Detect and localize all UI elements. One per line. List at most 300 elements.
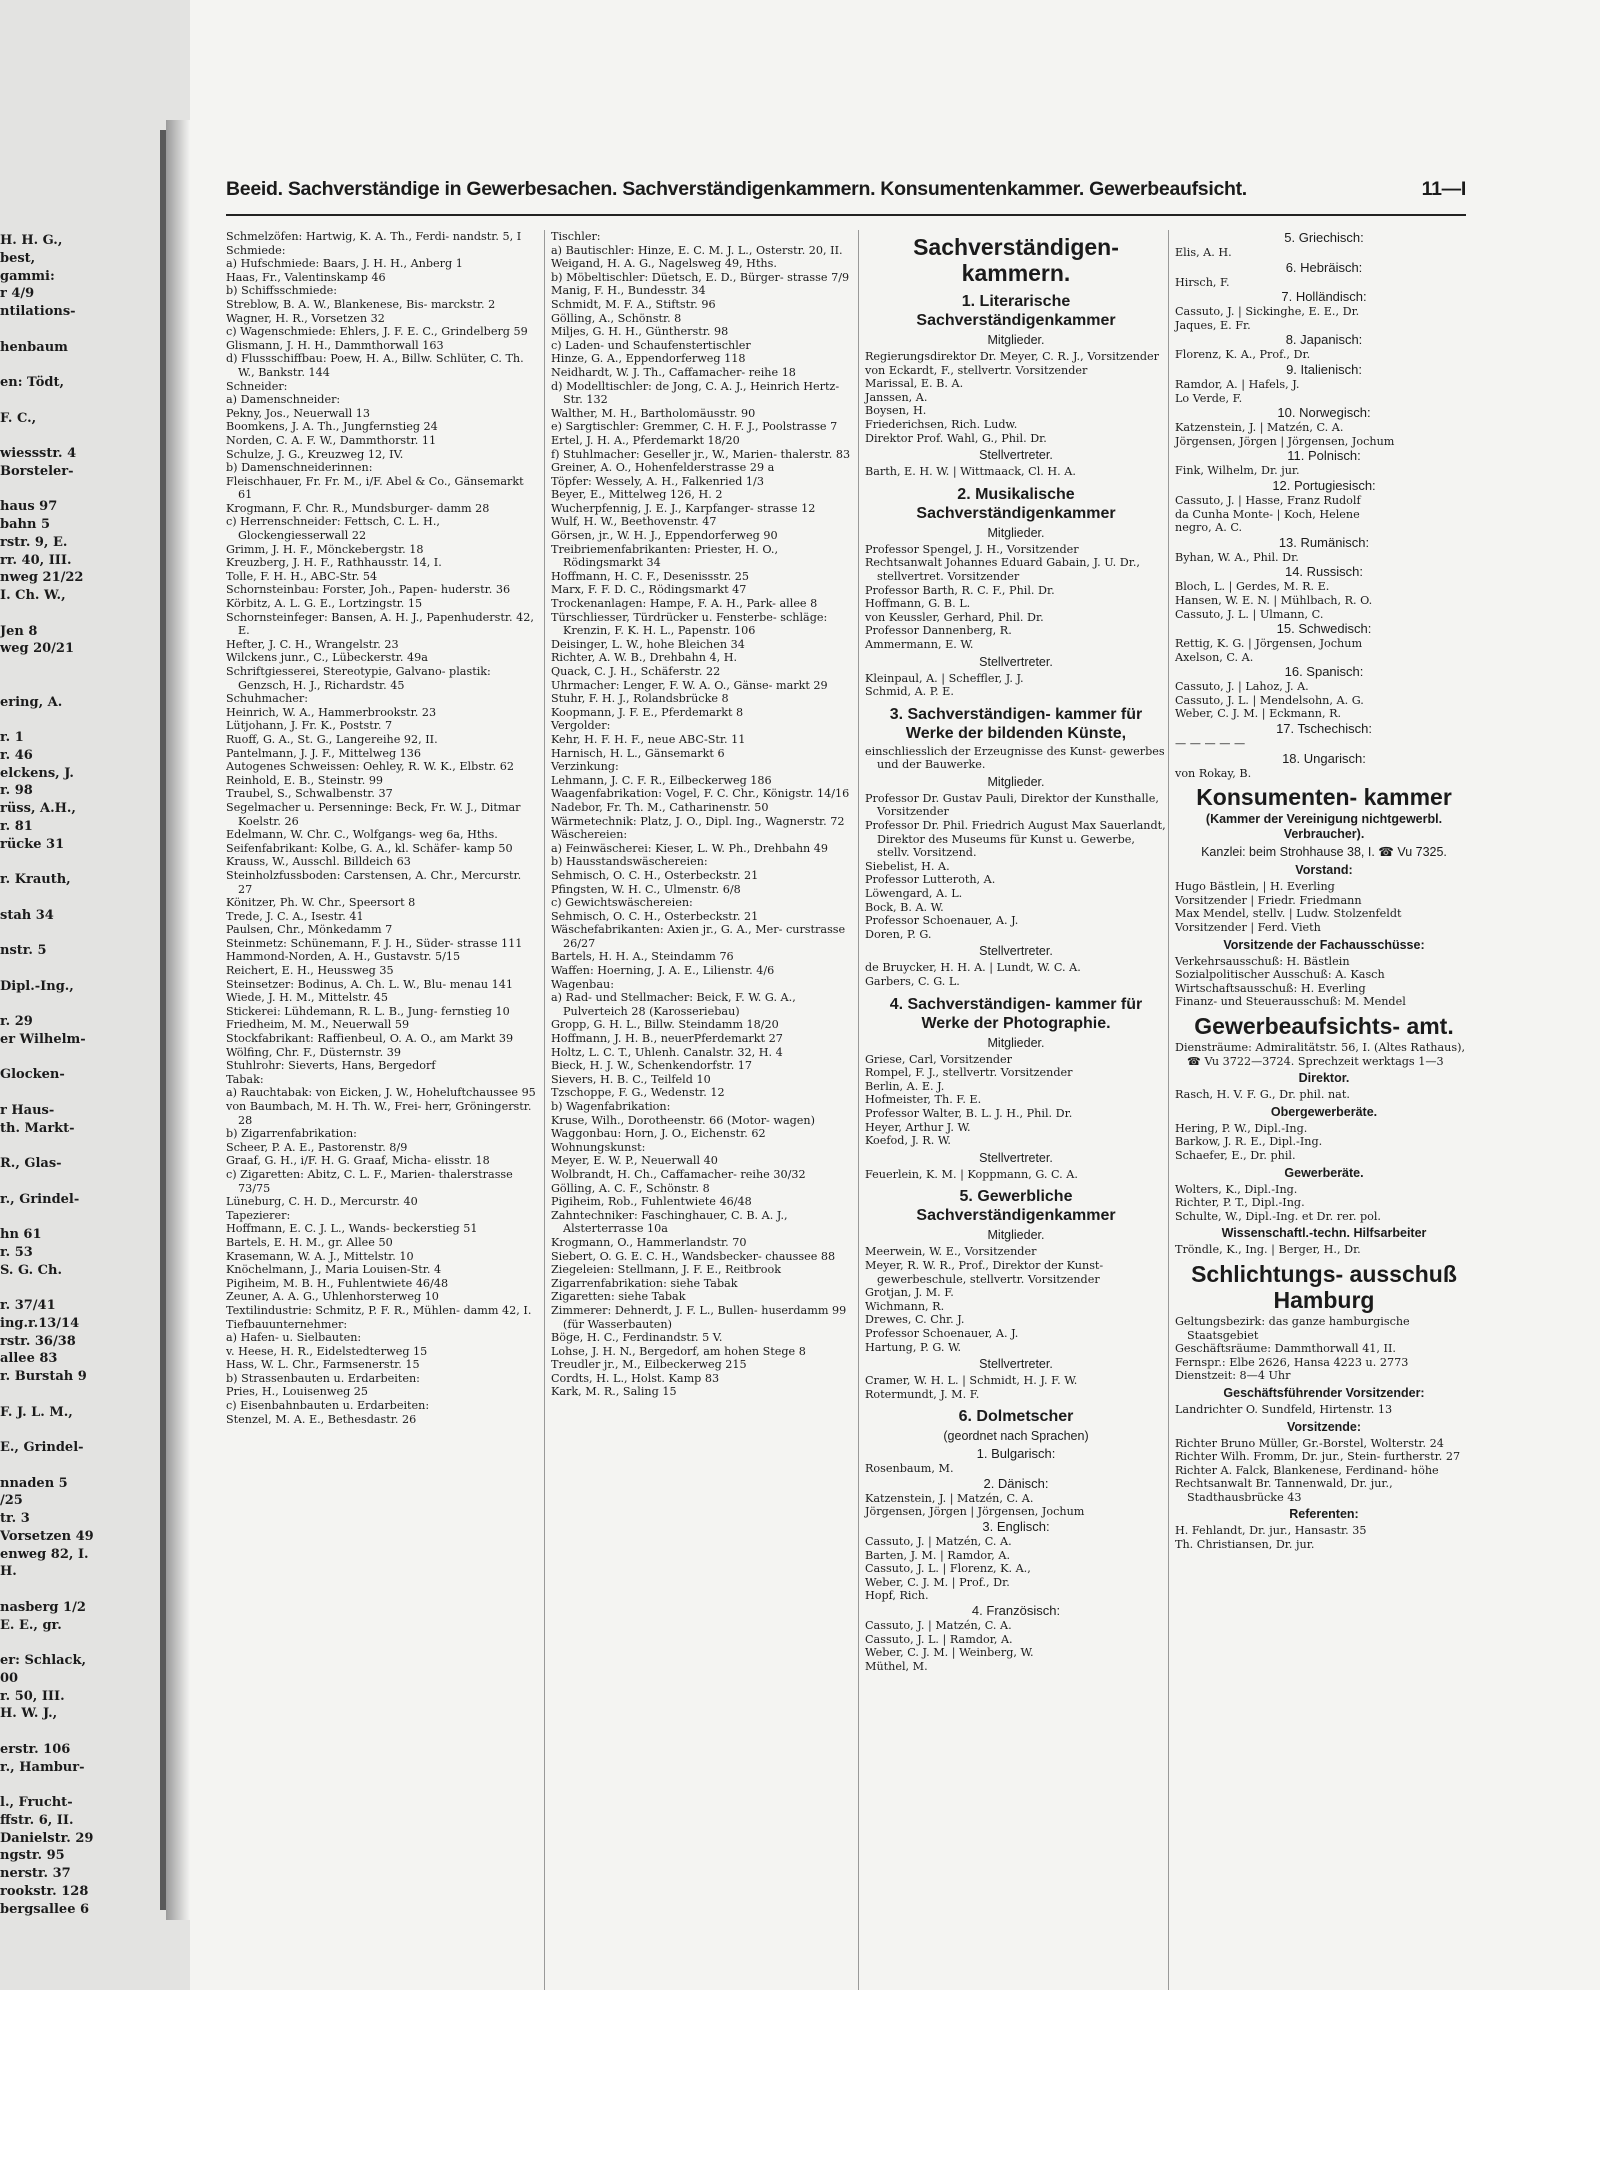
facing-page-fragment: r 4/9 [0, 286, 35, 302]
directory-entry: a) Hufschmiede: Baars, J. H. H., Anberg 1 [226, 257, 463, 271]
directory-entry: Byhan, W. A., Phil. Dr. [1175, 550, 1299, 564]
language-heading: 11. Polnisch: [1287, 448, 1361, 464]
facing-page-fragment [0, 1634, 158, 1652]
directory-entry: Finanz- und Steuerausschuß: M. Mendel [1175, 995, 1406, 1009]
language-heading: 13. Rumänisch: [1278, 534, 1370, 550]
directory-entry: Pantelmann, J. J. F., Mittelweg 136 [226, 746, 422, 760]
directory-entry: Glismann, J. H. H., Dammthorwall 163 [226, 338, 444, 352]
page-number: 11—I [1421, 178, 1466, 200]
directory-entry: Krogmann, O., Hammerlandstr. 70 [551, 1235, 747, 1249]
directory-entry: Ruoff, G. A., St. G., Langereihe 92, II. [226, 732, 438, 746]
subheading: Wissenschaftl.-techn. Hilfsarbeiter [1221, 1226, 1427, 1241]
directory-entry: Trede, J. C. A., Isestr. 41 [226, 909, 364, 923]
subheading: Mitglieder. [987, 1228, 1045, 1243]
entry-list [1175, 1183, 1473, 1224]
directory-entry: Graaf, G. H., i/F. H. G. Graaf, Micha- elisstr. 18 [226, 1154, 490, 1168]
directory-entry: Cassuto, J. | Matzén, C. A. [865, 1535, 1012, 1549]
directory-entry: Schornsteinbau: Forster, Joh., Papen- huderstr. 36 [226, 583, 511, 597]
directory-entry: Professor Dannenberg, R. [865, 624, 1012, 638]
directory-entry: Traubel, S., Schwalbenstr. 37 [226, 787, 393, 801]
directory-entry: Beyer, E., Mittelweg 126, H. 2 [551, 488, 723, 502]
directory-entry: Schulze, J. G., Kreuzweg 12, IV. [226, 447, 404, 461]
directory-entry: Zigaretten: siehe Tabak [551, 1290, 686, 1304]
facing-page-fragment [0, 1421, 158, 1439]
directory-entry: Richter Bruno Müller, Gr.-Borstel, Wolterstr. 24 [1175, 1436, 1444, 1450]
directory-entry: Boysen, H. [865, 404, 927, 418]
directory-entry: Professor Lutteroth, A. [865, 873, 996, 887]
directory-entry: Diensträume: Admiralitätstr. 56, I. (Altes Rathaus), ☎ Vu 3722—3724. Sprechzeit werktags 1—3 [1175, 1041, 1466, 1068]
directory-entry: c) Zigaretten: Abitz, C. L. F., Marien- thalerstrasse 73/75 [226, 1167, 513, 1195]
directory-entry: c) Laden- und Schaufenstertischler [551, 338, 751, 352]
language-heading: 3. Englisch: [982, 1519, 1050, 1535]
directory-entry: Cramer, W. H. L. | Schmidt, H. J. F. W. [865, 1374, 1078, 1388]
facing-page-fragment: nnaden 5 [0, 1475, 68, 1491]
facing-page-fragment: th. Markt- [0, 1120, 75, 1136]
facing-page-fragment [0, 1386, 158, 1404]
directory-entry: von Keussler, Gerhard, Phil. Dr. [865, 610, 1044, 624]
subheading: Geschäftsführender Vorsitzender: [1223, 1385, 1425, 1400]
facing-page-fragment: wiessstr. 4 [0, 446, 77, 461]
language-heading: 7. Holländisch: [1281, 289, 1367, 305]
directory-entry: Wärmetechnik: Platz, J. O., Dipl. Ing., Wagnerstr. 72 [551, 814, 845, 828]
facing-page-fragment: r. 46 [0, 747, 33, 763]
directory-entry: H. Fehlandt, Dr. jur., Hansastr. 35 [1175, 1524, 1367, 1538]
directory-entry: Schaefer, E., Dr. phil. [1175, 1148, 1296, 1162]
section-title-schlichtungsausschuss: Schlichtungs- ausschuß Hamburg [1191, 1260, 1457, 1313]
subheading: Stellvertreter. [979, 654, 1053, 669]
entry-list [865, 792, 1167, 942]
directory-entry: Waggonbau: Horn, J. O., Eichenstr. 62 [551, 1127, 766, 1141]
directory-entry: b) Schiffsschmiede: [226, 284, 338, 298]
section-title-konsumentenkammer: Konsumenten- kammer [1196, 784, 1452, 811]
directory-entry: Schmiede: [226, 243, 286, 257]
facing-page-fragment: henbaum [0, 339, 68, 355]
directory-entry: Haas, Fr., Valentinskamp 46 [226, 270, 386, 284]
facing-page-fragment: H. W. J., [0, 1706, 58, 1722]
directory-entry: Schneider: [226, 379, 288, 393]
directory-entry: Sehmisch, O. C. H., Osterbeckstr. 21 [551, 868, 759, 882]
facing-page-fragment [0, 427, 158, 445]
facing-page-fragment [0, 960, 158, 978]
directory-entry: Seifenfabrikant: Kolbe, G. A., kl. Schäfer- kamp 50 [226, 841, 513, 855]
binding-shadow [166, 120, 190, 1920]
facing-page-fragment: hn 61 [0, 1227, 42, 1242]
directory-entry: Heinrich, W. A., Hammerbrookstr. 23 [226, 705, 437, 719]
language-heading: 4. Französisch: [971, 1603, 1061, 1619]
facing-page-fragment [0, 1279, 158, 1297]
directory-entry: Bloch, L. | Gerdes, M. R. E. [1175, 580, 1330, 594]
directory-entry: Jörgensen, Jörgen | Jörgensen, Jochum [1175, 434, 1395, 448]
directory-entry: Hartung, P. G. W. [865, 1340, 962, 1354]
directory-entry: Segelmacher u. Persenninge: Beck, Fr. W. J., Ditmar Koelstr. 26 [226, 800, 521, 828]
directory-entry: Hammond-Norden, A. H., Gustavstr. 5/15 [226, 950, 461, 964]
directory-entry: Miljes, G. H. H., Güntherstr. 98 [551, 325, 729, 339]
facing-page-fragment: erstr. 106 [0, 1741, 71, 1757]
subheading: Vorsitzende: [1286, 1419, 1362, 1434]
entry-list [1175, 421, 1473, 448]
facing-page-fragment [0, 1049, 158, 1067]
directory-entry: Manig, F. H., Bundesstr. 34 [551, 284, 706, 298]
directory-entry: Wagner, H. R., Vorsetzen 32 [226, 311, 385, 325]
directory-entry: Lütjohann, J. Fr. K., Poststr. 7 [226, 719, 393, 733]
directory-entry: Zahntechniker: Faschinghauer, C. B. A. J., Alsterterrasse 10a [551, 1208, 788, 1236]
directory-entry: Zigarrenfabrikation: siehe Tabak [551, 1276, 738, 1290]
page-margin-bottom [0, 1990, 1600, 2177]
facing-page-fragment [0, 658, 158, 676]
directory-entry: Gölling, A. C. F., Schönstr. 8 [551, 1181, 710, 1195]
directory-entry: Cordts, H. L., Holst. Kamp 83 [551, 1371, 720, 1385]
facing-page-fragment: Glocken- [0, 1067, 65, 1083]
facing-page-fragment [0, 1208, 158, 1226]
directory-entry: von Rokay, B. [1175, 766, 1252, 780]
entry-list [1175, 1243, 1473, 1257]
directory-entry: Rechtsanwalt Johannes Eduard Gabain, J. U. Dr., stellvertret. Vorsitzender [865, 556, 1140, 583]
column-4-chambers-and-offices [1168, 230, 1473, 2030]
directory-entry: Cassuto, J. L. | Ramdor, A. [865, 1632, 1013, 1646]
directory-entry: Siebert, O. G. E. C. H., Wandsbecker- chaussee 88 [551, 1249, 836, 1263]
directory-entry: Wiede, J. H. M., Mittelstr. 45 [226, 991, 389, 1005]
directory-entry: Bartels, E. H. M., gr. Allee 50 [226, 1235, 393, 1249]
facing-page-text-fragments [0, 232, 158, 1918]
directory-entry: Hopf, Rich. [865, 1589, 929, 1603]
directory-entry: Katzenstein, J. | Matzén, C. A. [1175, 421, 1344, 435]
directory-entry: Weber, C. J. M. | Prof., Dr. [865, 1575, 1010, 1589]
directory-entry: Reinhold, E. B., Steinstr. 99 [226, 773, 384, 787]
directory-entry: Jörgensen, Jörgen | Jörgensen, Jochum [865, 1505, 1085, 1519]
entry-list [865, 1535, 1167, 1603]
entry-list [1175, 680, 1473, 721]
directory-entry: Florenz, K. A., Prof., Dr. [1175, 348, 1311, 362]
directory-entry: b) Zigarrenfabrikation: [226, 1127, 357, 1141]
section-heading: 3. Sachverständigen- kammer für Werke der bildenden Künste, [889, 705, 1143, 742]
language-heading: 14. Russisch: [1284, 564, 1364, 580]
directory-entry: Tischler: [551, 230, 601, 243]
facing-page-fragment [0, 924, 158, 942]
facing-page-fragment: F. C., [0, 410, 37, 426]
directory-entry: Doren, P. G. [865, 927, 932, 941]
facing-page-fragment: gammi: [0, 268, 55, 284]
facing-page-fragment: er: Schlack, [0, 1653, 87, 1668]
directory-entry: Professor Schoenauer, A. J. [865, 1326, 1019, 1340]
language-heading: 9. Italienisch: [1286, 361, 1362, 377]
facing-page-fragment [0, 1776, 158, 1794]
facing-page-fragment: rücke 31 [0, 836, 65, 852]
directory-entry: Cassuto, J. | Sickinghe, E. E., Dr. [1175, 305, 1360, 319]
directory-entry: Paulsen, Chr., Mönkedamm 7 [226, 923, 393, 937]
entry-list [865, 543, 1167, 652]
directory-entry: Görsen, jr., W. H. J., Eppendorferweg 90 [551, 529, 778, 543]
directory-entry: a) Rauchtabak: von Eicken, J. W., Hoheluftchaussee 95 [226, 1086, 536, 1100]
directory-entry: Pigiheim, M. B. H., Fuhlentwiete 46/48 [226, 1276, 449, 1290]
facing-page-fragment [0, 889, 158, 907]
directory-entry: Direktor Prof. Wahl, G., Phil. Dr. [865, 431, 1047, 445]
facing-page-fragment [0, 356, 158, 374]
directory-entry: Professor Dr. Phil. Friedrich August Max Sauerlandt, Direktor des Museums für Kunst u. Gewerbe, stellv. Vorsitzend. [865, 819, 1166, 860]
directory-entry: Elis, A. H. [1175, 246, 1232, 259]
language-heading: 12. Portugiesisch: [1272, 477, 1376, 493]
directory-entry: Barth, E. H. W. | Wittmaack, Cl. H. A. [865, 465, 1076, 479]
directory-entry: Kleinpaul, A. | Scheffler, J. J. [865, 671, 1024, 685]
directory-entry: Quack, C. J. H., Schäferstr. 22 [551, 665, 721, 678]
directory-entry: Stuhr, F. H. J., Rolandsbrücke 8 [551, 692, 729, 706]
facing-page-fragment: nweg 21/22 [0, 570, 84, 586]
facing-page-fragment [0, 605, 158, 623]
entry-list [1175, 1403, 1473, 1417]
directory-entry: Wichmann, R. [865, 1299, 945, 1313]
facing-page-fragment: F. J. L. M., [0, 1404, 73, 1420]
facing-page-fragment [0, 1723, 158, 1741]
language-heading: 16. Spanisch: [1284, 664, 1364, 680]
directory-entry: Hirsch, F. [1175, 275, 1230, 289]
facing-page-fragment: r. Burstah 9 [0, 1369, 87, 1384]
facing-page-fragment: r. 53 [0, 1244, 33, 1260]
facing-page-fragment: rstr. 9, E. [0, 534, 68, 550]
directory-entry: Ertel, J. H. A., Pferdemarkt 18/20 [551, 433, 740, 447]
language-heading: 15. Schwedisch: [1276, 621, 1372, 637]
facing-page-fragment: rr. 40, III. [0, 552, 72, 568]
directory-entry: Wirtschaftsausschuß: H. Everling [1175, 981, 1366, 995]
facing-page-fragment: Vorsetzen 49 [0, 1528, 94, 1544]
directory-entry: Richter A. Falck, Blankenese, Ferdinand- höhe [1175, 1463, 1439, 1477]
directory-entry: Hugo Bästlein, | H. Everling [1175, 880, 1335, 894]
directory-entry: Drewes, C. Chr. J. [865, 1313, 965, 1327]
facing-page-fragment: Jen 8 [0, 623, 38, 639]
directory-entry: Schmelzöfen: Hartwig, K. A. Th., Ferdi- nandstr. 5, I [226, 230, 522, 243]
facing-page-fragment: elckens, J. [0, 765, 74, 781]
entry-list [1175, 494, 1473, 535]
directory-entry: Sehmisch, O. C. H., Osterbeckstr. 21 [551, 909, 759, 923]
facing-page-fragment: E., Grindel- [0, 1440, 84, 1455]
subheading: Direktor. [1298, 1071, 1350, 1086]
facing-page-fragment: 00 [0, 1670, 19, 1686]
directory-entry: Stenzel, M. A. E., Bethesdastr. 26 [226, 1412, 417, 1426]
directory-entry: Hoffmann, G. B. L. [865, 597, 971, 611]
directory-entry: Verkehrsausschuß: H. Bästlein [1175, 954, 1350, 968]
facing-page-fragment: r Haus- [0, 1102, 55, 1118]
directory-entry: Hering, P. W., Dipl.-Ing. [1175, 1121, 1308, 1135]
directory-entry: Lohse, J. H. N., Bergedorf, am hohen Stege 8 [551, 1344, 806, 1358]
language-heading: 2. Dänisch: [983, 1475, 1049, 1491]
directory-entry: a) Rad- und Stellmacher: Beick, F. W. G. A., Pulverteich 28 (Karosseriebau) [551, 991, 796, 1018]
directory-entry: Trockenanlagen: Hampe, F. A. H., Park- allee 8 [551, 597, 818, 611]
directory-entry: Bock, B. A. W. [865, 900, 944, 914]
facing-page-fragment: rstr. 36/38 [0, 1333, 76, 1349]
directory-entry: Knöchelmann, J., Maria Louisen-Str. 4 [226, 1263, 442, 1277]
section-title-sachverstaendigenkammern: Sachverständigen- kammern. [913, 234, 1119, 286]
directory-entry: Hoffmann, H. C. F., Desenissstr. 25 [551, 569, 749, 583]
directory-entry: Cassuto, J. | Matzén, C. A. [865, 1619, 1012, 1633]
directory-entry: Geschäftsräume: Dammthorwall 41, II. [1175, 1342, 1396, 1356]
facing-page-fragment: r. 98 [0, 783, 33, 799]
directory-entry: Greiner, A. O., Hohenfelderstrasse 29 a [551, 461, 775, 475]
facing-page-fragment [0, 711, 158, 729]
subheading: Stellvertreter. [979, 1357, 1053, 1372]
facing-page-fragment: haus 97 [0, 499, 58, 515]
directory-entry: Richter Wilh. Fromm, Dr. jur., Stein- furtherstr. 27 [1175, 1450, 1461, 1464]
directory-entry: Friederichsen, Rich. Ludw. [865, 417, 1018, 431]
directory-entry: Koefod, J. R. W. [865, 1134, 951, 1148]
entry-list [865, 672, 1167, 699]
directory-entry: b) Hausstandswäschereien: [551, 855, 708, 869]
directory-entry: Wohnungskunst: [551, 1140, 646, 1154]
facing-page-fragment: Danielstr. 29 [0, 1830, 94, 1846]
facing-page-fragment [0, 392, 158, 410]
directory-entry: Gölling, A., Schönstr. 8 [551, 311, 682, 325]
directory-entry: b) Damenschneiderinnen: [226, 461, 373, 475]
facing-page-fragment: ngstr. 95 [0, 1848, 65, 1864]
directory-entry: Scheer, P. A. E., Pastorenstr. 8/9 [226, 1140, 408, 1154]
section-heading: 1. Literarische Sachverständigenkammer [916, 293, 1116, 329]
facing-page-fragment: r., Hambur- [0, 1759, 85, 1775]
directory-entry: Sozialpolitischer Ausschuß: A. Kasch [1175, 968, 1385, 982]
directory-entry: Steinmetz: Schünemann, F. J. H., Süder- strasse 111 [226, 936, 523, 950]
directory-entry: Max Mendel, stellv. | Ludw. Stolzenfeldt [1175, 907, 1402, 921]
entry-list [865, 961, 1167, 988]
directory-entry: Körbitz, A. L. G. E., Lortzingstr. 15 [226, 597, 423, 611]
directory-entry: Schmid, A. P. E. [865, 685, 954, 699]
facing-page-fragment: r. Krauth, [0, 872, 71, 887]
directory-entry: Holtz, L. C. T., Uhlenh. Canalstr. 32, H. 4 [551, 1045, 783, 1059]
directory-entry: f) Stuhlmacher: Geseller jr., W., Marien- thalerstr. 83 [551, 447, 851, 461]
directory-entry: Katzenstein, J. | Matzén, C. A. [865, 1491, 1034, 1505]
directory-entry: Marissal, E. B. A. [865, 377, 964, 391]
directory-entry: Professor Spengel, J. H., Vorsitzender [865, 542, 1079, 556]
directory-entry: Zimmerer: Dehnerdt, J. F. L., Bullen- huserdamm 99 (für Wasserbauten) [551, 1303, 847, 1331]
directory-entry: Cassuto, J. L. | Florenz, K. A., [865, 1562, 1031, 1576]
directory-entry: Vergolder: [551, 719, 611, 733]
directory-entry: Treudler jr., M., Eilbeckerweg 215 [551, 1358, 747, 1372]
directory-entry: Regierungsdirektor Dr. Meyer, C. R. J., Vorsitzender [865, 350, 1160, 363]
directory-entry: Uhrmacher: Lenger, F. W. A. O., Gänse- markt 29 [551, 678, 828, 692]
directory-entry: Müthel, M. [865, 1659, 928, 1673]
directory-entry: Grimm, J. H. F., Mönckebergstr. 18 [226, 542, 424, 556]
facing-page-fragment: best, [0, 250, 36, 266]
entry-list [1175, 348, 1473, 362]
directory-entry: Schuhmacher: [226, 692, 309, 706]
directory-entry: Nadebor, Fr. Th. M., Catharinenstr. 50 [551, 800, 769, 814]
directory-entry: Bieck, H. J. W., Schenkendorfstr. 17 [551, 1059, 753, 1073]
subheading: Gewerberäte. [1284, 1165, 1364, 1180]
directory-entry: Rotermundt, J. M. F. [865, 1387, 980, 1401]
directory-entry: Wulf, H. W., Beethovenstr. 47 [551, 515, 717, 529]
directory-entry: Harnisch, H. L., Gänsemarkt 6 [551, 746, 725, 760]
directory-entry: Hoffmann, J. H. B., neuerPferdemarkt 27 [551, 1032, 783, 1046]
directory-entry: Cassuto, J. | Lahoz, J. A. [1175, 680, 1309, 694]
directory-entry: Hansen, W. E. N. | Mühlbach, R. O. [1175, 593, 1373, 607]
directory-entry: Heyer, Arthur J. W. [865, 1120, 971, 1134]
directory-entry: Cassuto, J. L. | Mendelsohn, A. G. [1175, 693, 1364, 707]
directory-entry: Wölfing, Chr. F., Düsternstr. 39 [226, 1045, 401, 1059]
directory-entry: Garbers, C. G. L. [865, 975, 960, 988]
directory-entry: Töpfer: Wessely, A. H., Falkenried 1/3 [551, 474, 764, 488]
facing-page-fragment: /25 [0, 1493, 23, 1509]
subheading: Vorstand: [1295, 863, 1353, 878]
facing-page-fragment: weg 20/21 [0, 641, 75, 657]
directory-entry: Ammermann, E. W. [865, 637, 974, 651]
directory-entry: Norden, C. A. F. W., Dammthorstr. 11 [226, 433, 437, 447]
entry-list [1175, 305, 1473, 332]
directory-entry: da Cunha Monte- | Koch, Helene [1175, 507, 1360, 521]
directory-entry: Wagenbau: [551, 977, 614, 991]
directory-entry: Jaques, E. Fr. [1175, 318, 1251, 332]
facing-page-fragment: H. [0, 1564, 17, 1580]
directory-entry: Wucherpfennig, J. E. J., Karpfanger- strasse 12 [551, 501, 816, 515]
section-heading: 4. Sachverständigen- kammer für Werke der Photographie. [889, 995, 1143, 1032]
directory-entry: Fink, Wilhelm, Dr. jur. [1175, 464, 1300, 478]
directory-entry: Hofmeister, Th. F. E. [865, 1093, 982, 1107]
language-heading: 5. Griechisch: [1284, 230, 1364, 245]
facing-page-fragment: stah 34 [0, 907, 54, 923]
directory-entry: Dienstzeit: 8—4 Uhr [1175, 1369, 1291, 1383]
facing-page-fragment [0, 1581, 158, 1599]
entry-list [1175, 378, 1473, 405]
directory-entry: Hefter, J. C. H., Wrangelstr. 23 [226, 637, 399, 651]
section-heading: 6. Dolmetscher [958, 1408, 1074, 1426]
directory-entry: Tröndle, K., Ing. | Berger, H., Dr. [1175, 1243, 1361, 1257]
directory-entry: Koopmann, J. F. E., Pferdemarkt 8 [551, 705, 744, 719]
facing-page-fragment: bahn 5 [0, 517, 50, 532]
directory-entry: d) Modelltischler: de Jong, C. A. J., Heinrich Hertz-Str. 132 [551, 379, 840, 407]
directory-entry: Hass, W. L. Chr., Farmsenerstr. 15 [226, 1358, 420, 1372]
directory-entry: Feuerlein, K. M. | Koppmann, G. C. A. [865, 1167, 1078, 1181]
directory-entry: de Bruycker, H. H. A. | Lundt, W. C. A. [865, 961, 1081, 975]
directory-entry: Walther, M. H., Bartholomäusstr. 90 [551, 406, 756, 420]
facing-page-fragment: ering, A. [0, 694, 63, 710]
directory-entry: Gropp, G. H. L., Billw. Steindamm 18/20 [551, 1018, 779, 1032]
entry-list [1175, 580, 1473, 621]
directory-entry: Meyer, R. W. R., Prof., Direktor der Kunst- gewerbeschule, stellvertr. Vorsitzender [865, 1258, 1104, 1286]
office-address: Kanzlei: beim Strohhause 38, I. ☎ Vu 7325. [1201, 845, 1447, 860]
facing-page-fragment: ing.r.13/14 [0, 1315, 80, 1331]
directory-entry: v. Heese, H. R., Eidelstedterweg 15 [226, 1344, 428, 1358]
directory-entry: Axelson, C. A. [1175, 650, 1254, 664]
facing-page-fragment [0, 995, 158, 1013]
facing-page-fragment [0, 676, 158, 694]
directory-entry: Stockfabrikant: Raffienbeul, O. A. O., am Markt 39 [226, 1032, 514, 1046]
entry-list [1175, 551, 1473, 565]
facing-page-fragment: tr. 3 [0, 1511, 30, 1526]
directory-entry: Pfingsten, W. H. C., Ulmenstr. 6/8 [551, 882, 741, 896]
column-2-trades [544, 230, 857, 2030]
subheading: Obergewerberäte. [1270, 1104, 1378, 1119]
directory-entry: Zeuner, A. A. G., Uhlenhorsterweg 10 [226, 1290, 439, 1304]
directory-entry: Cassuto, J. L. | Ulmann, C. [1175, 607, 1324, 621]
facing-page-fragment: r. 1 [0, 730, 24, 745]
directory-entry: Wolters, K., Dipl.-Ing. [1175, 1182, 1298, 1196]
directory-entry: Wäschereien: [551, 828, 628, 842]
directory-entry: Barkow, J. R. E., Dipl.-Ing. [1175, 1135, 1323, 1149]
facing-page-fragment: Dipl.-Ing., [0, 978, 74, 994]
directory-entry: Deisinger, L. W., hohe Bleichen 34 [551, 637, 745, 651]
directory-entry: Tolle, F. H. H., ABC-Str. 54 [226, 569, 378, 583]
facing-page-fragment [0, 1173, 158, 1191]
language-heading: 6. Hebräisch: [1285, 259, 1363, 275]
directory-entry: c) Eisenbahnbauten u. Erdarbeiten: [226, 1399, 430, 1413]
facing-page-fragment: l., Frucht- [0, 1795, 73, 1810]
directory-entry: Hoffmann, E. C. J. L., Wands- beckerstieg 51 [226, 1222, 478, 1236]
directory-entry: von Eckardt, F., stellvertr. Vorsitzender [865, 363, 1088, 377]
subheading: Mitglieder. [987, 525, 1045, 540]
entry-list [865, 1462, 1167, 1476]
directory-entry: Professor Barth, R. C. F., Phil. Dr. [865, 583, 1055, 597]
subheading: Mitglieder. [987, 333, 1045, 347]
directory-entry: Steinsetzer: Bodinus, A. Ch. L. W., Blu- menau 141 [226, 977, 513, 991]
directory-entry: Waffen: Hoerning, J. A. E., Lilienstr. 4/6 [551, 964, 775, 978]
entry-list [1175, 464, 1473, 478]
directory-entry: Pekny, Jos., Neuerwall 13 [226, 406, 370, 420]
directory-entry: Tabak: [226, 1072, 264, 1086]
subheading: Stellvertreter. [979, 448, 1053, 463]
